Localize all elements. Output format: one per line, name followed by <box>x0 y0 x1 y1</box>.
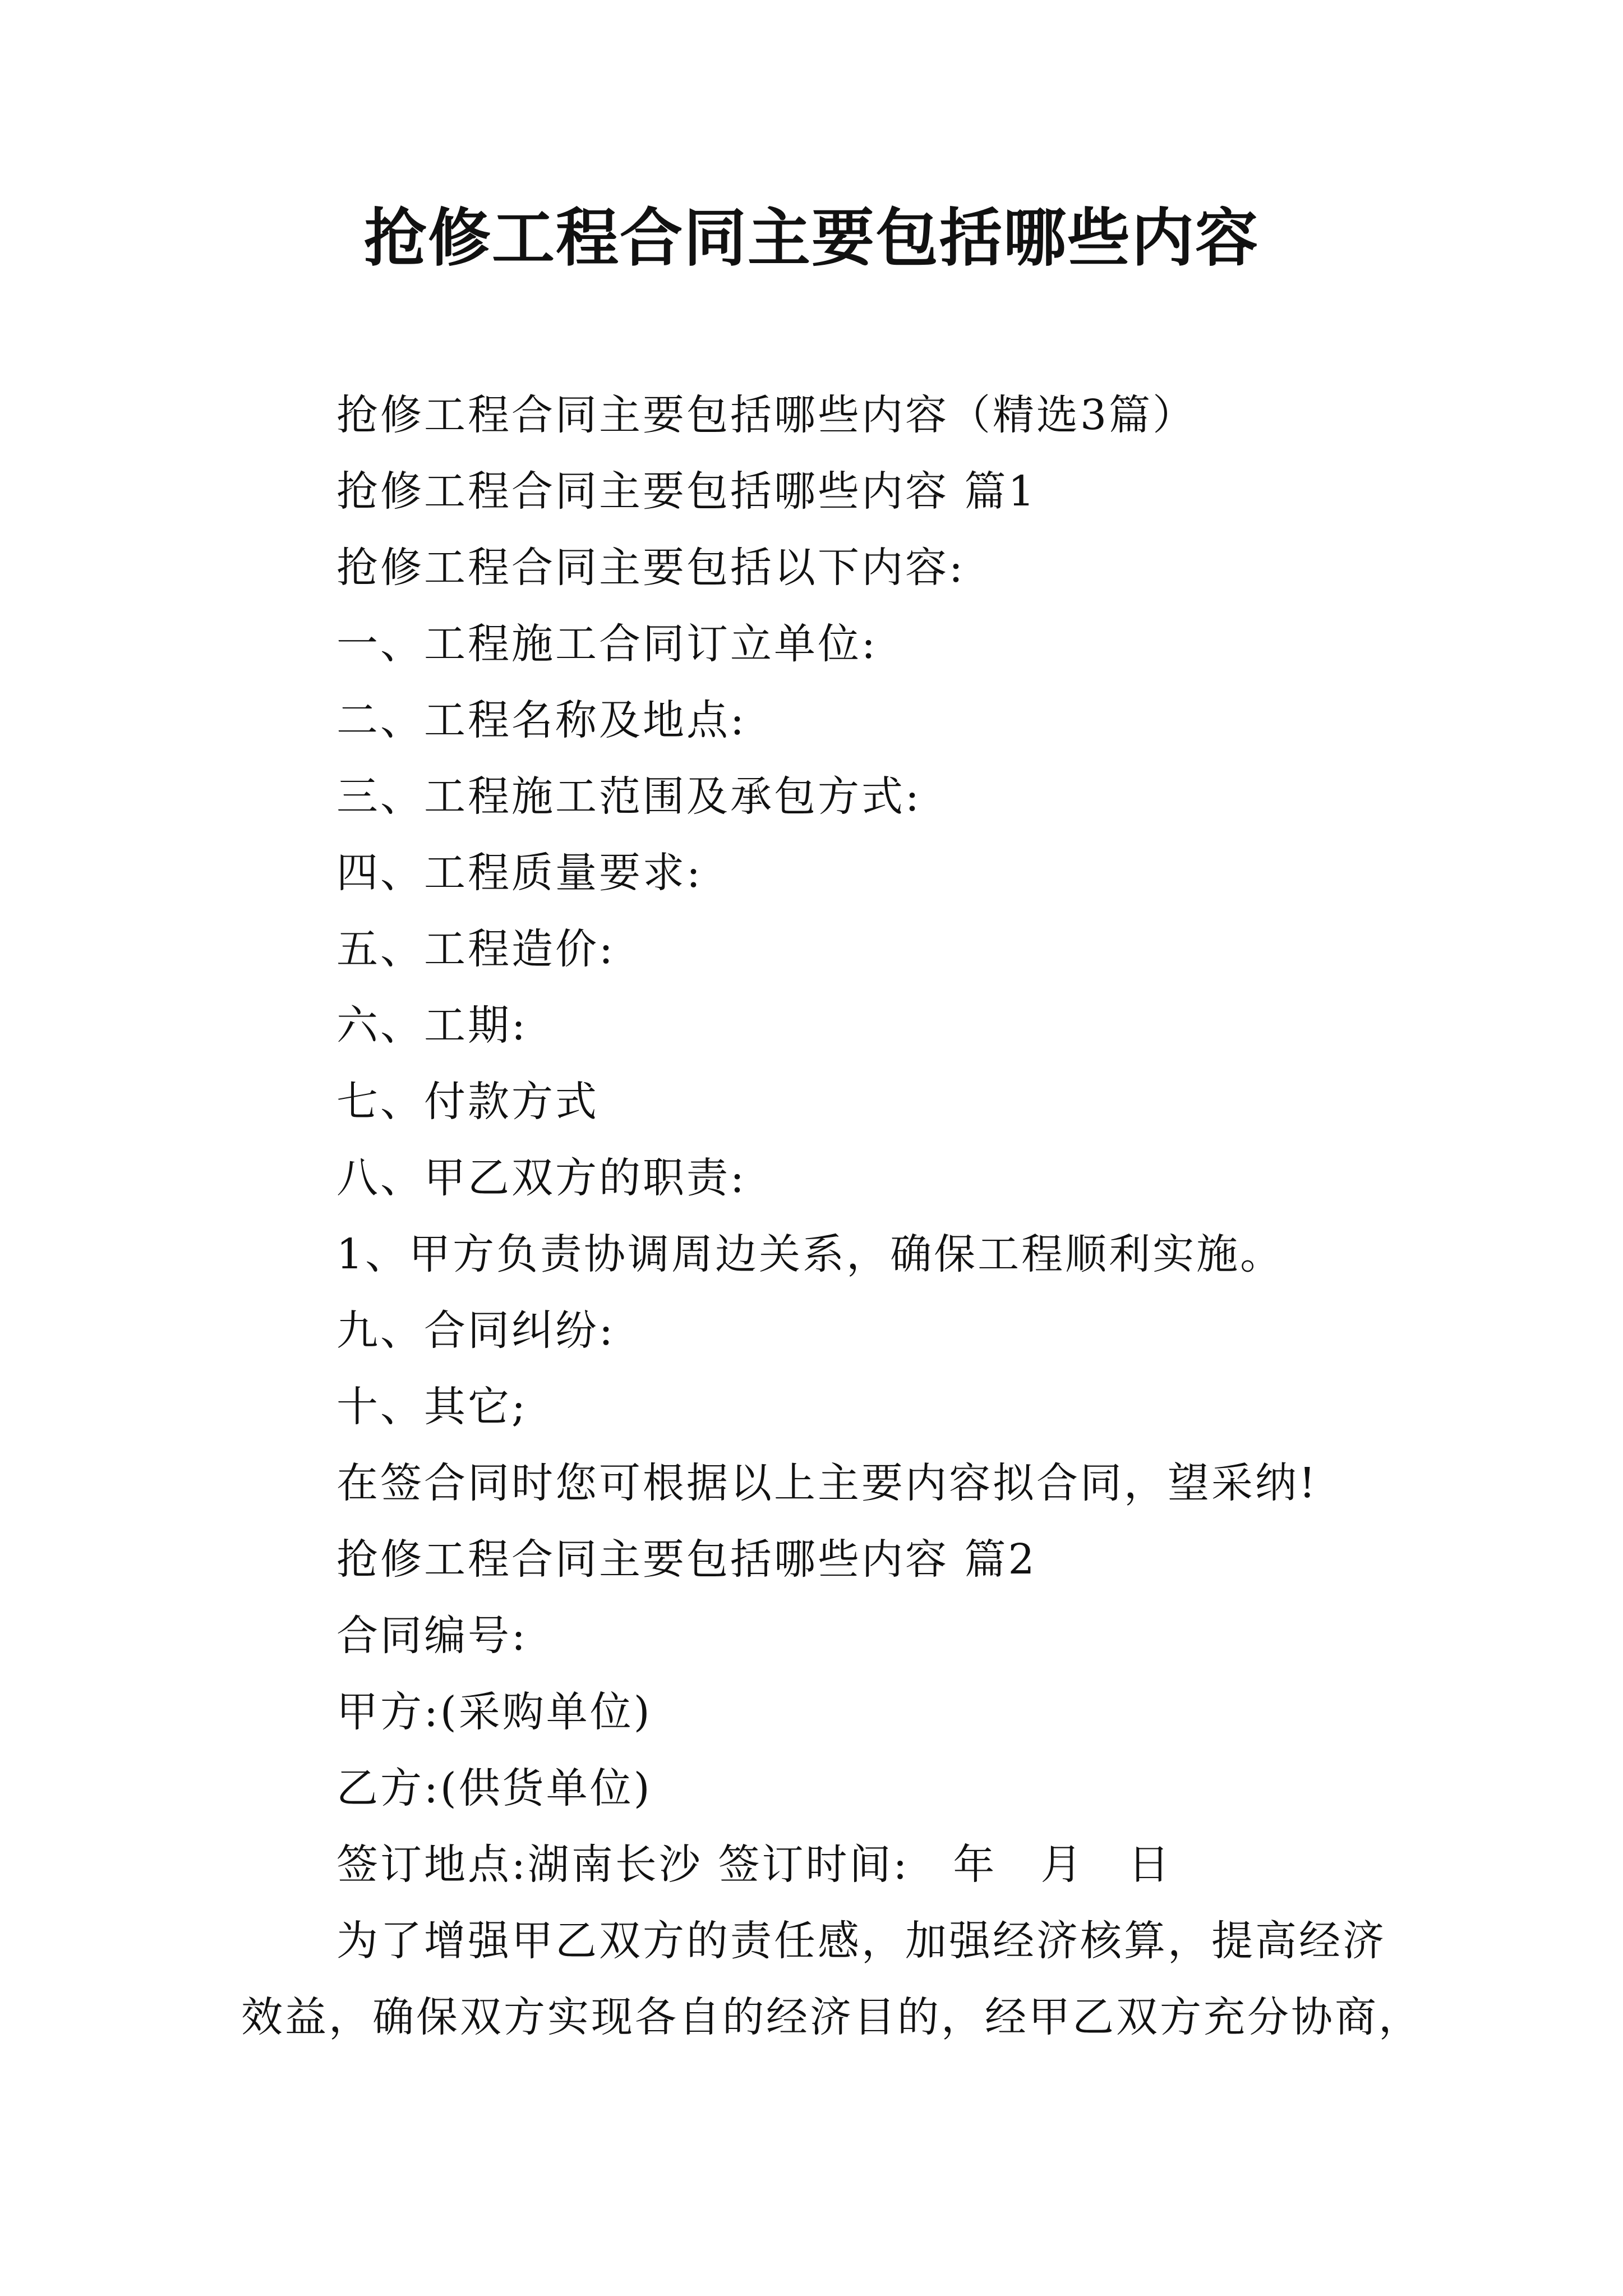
paragraph-line-continued: 效益，确保双方实现各自的经济目的，经甲乙双方充分协商， <box>241 1993 1422 2041</box>
list-item: 一、工程施工合同订立单位: <box>336 620 878 668</box>
document-body <box>241 377 1422 2055</box>
list-item: 九、合同纠纷: <box>336 1306 615 1355</box>
list-item: 六、工期: <box>336 1001 528 1050</box>
list-item: 十、其它; <box>336 1383 528 1431</box>
paragraph-line: 甲方:(采购单位) <box>336 1688 652 1736</box>
paragraph-line: 合同编号: <box>336 1612 528 1660</box>
document-title: 抢修工程合同主要包括哪些内容 <box>364 201 1259 275</box>
list-item: 四、工程质量要求: <box>336 849 703 897</box>
section-heading: 抢修工程合同主要包括哪些内容 篇1 <box>336 467 1037 516</box>
list-item: 五、工程造价: <box>336 925 615 973</box>
list-item: 1、甲方负责协调周边关系，确保工程顺利实施。 <box>336 1230 1284 1278</box>
paragraph-line: 为了增强甲乙双方的责任感，加强经济核算，提高经济 <box>336 1917 1386 1965</box>
paragraph-line: 抢修工程合同主要包括以下内容: <box>336 544 965 592</box>
paragraph-line: 签订地点:湖南长沙 签订时间: 年 月 日 <box>336 1841 1172 1889</box>
list-item: 八、甲乙双方的职责: <box>336 1154 746 1202</box>
section-heading: 抢修工程合同主要包括哪些内容 篇2 <box>336 1535 1037 1584</box>
paragraph-line: 乙方:(供货单位) <box>336 1764 652 1812</box>
list-item: 三、工程施工范围及承包方式: <box>336 772 921 821</box>
list-item: 二、工程名称及地点: <box>336 696 746 744</box>
paragraph-line: 在签合同时您可根据以上主要内容拟合同，望采纳! <box>336 1459 1318 1507</box>
paragraph-line: 抢修工程合同主要包括哪些内容（精选3篇） <box>336 391 1197 439</box>
list-item: 七、付款方式 <box>336 1078 599 1126</box>
